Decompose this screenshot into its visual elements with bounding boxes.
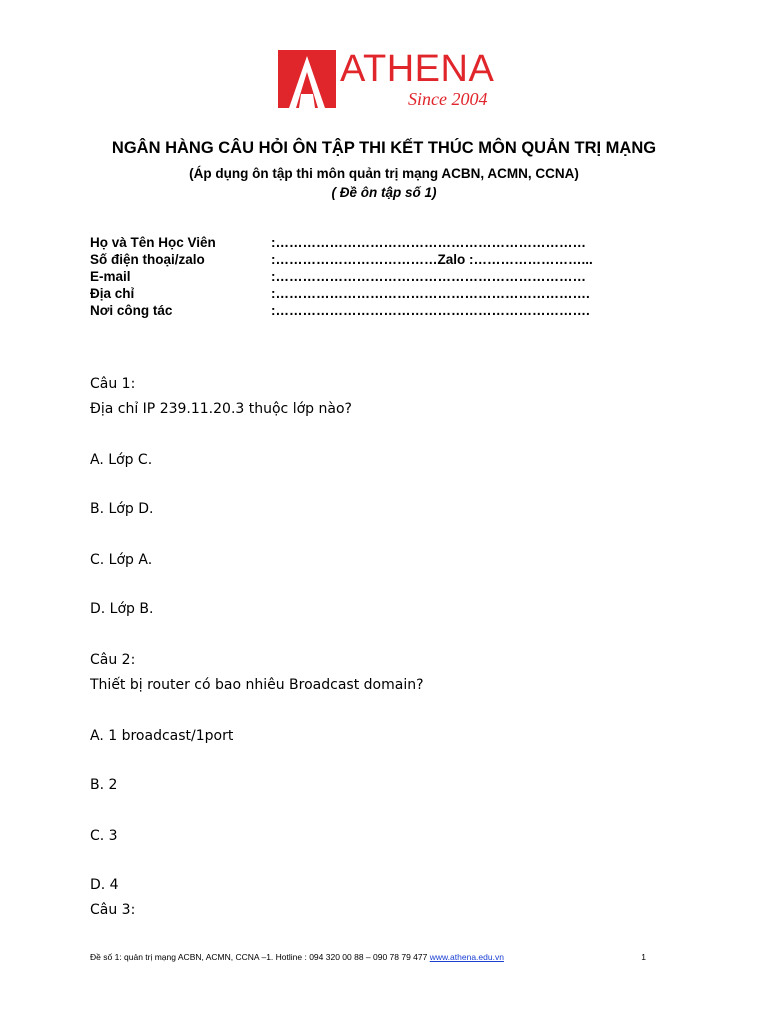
athena-logo (278, 48, 495, 110)
form-label: Địa chỉ (90, 286, 135, 301)
question-label: Câu 1: (90, 376, 136, 392)
question-label: Câu 3: (90, 902, 136, 918)
answer-option: B. 2 (90, 777, 118, 793)
form-label: Số điện thoại/zalo (90, 252, 205, 267)
logo-since-text: Since 2004 (408, 89, 488, 109)
athena-logo-icon (278, 50, 336, 108)
question-text: Địa chỉ IP 239.11.20.3 thuộc lớp nào? (90, 401, 352, 417)
page-number: 1 (641, 952, 646, 962)
logo-brand-text: ATHENA (340, 48, 495, 90)
form-field: :……………………………………………………………. (271, 286, 590, 301)
answer-option: B. Lớp D. (90, 501, 154, 517)
answer-option: D. Lớp B. (90, 601, 154, 617)
form-field: :……………………………………………………………. (271, 303, 590, 318)
document-title: NGÂN HÀNG CÂU HỎI ÔN TẬP THI KẾT THÚC MÔN QUẢN TRỊ MẠNG (111, 139, 657, 157)
page-footer (90, 952, 646, 962)
question-text: Thiết bị router có bao nhiêu Broadcast domain? (90, 677, 424, 693)
form-field: :…………………………………………………………… (271, 235, 586, 250)
form-label: Nơi công tác (90, 303, 173, 318)
document-subtitle: (Áp dụng ôn tập thi môn quản trị mạng ACBN, ACMN, CCNA) (189, 166, 579, 181)
form-field: :…………………………………………………………… (271, 269, 586, 284)
footer-text: Đề số 1: quản trị mạng ACBN, ACMN, CCNA –1. Hotline : 094 320 00 88 – 090 78 79 477 (90, 952, 430, 962)
form-label: E-mail (90, 269, 131, 284)
answer-option: A. Lớp C. (90, 452, 153, 468)
answer-option: A. 1 broadcast/1port (90, 728, 234, 744)
question-label: Câu 2: (90, 652, 136, 668)
exam-number: ( Đề ôn tập số 1) (331, 185, 437, 200)
form-label: Họ và Tên Học Viên (90, 235, 216, 250)
answer-option: D. 4 (90, 877, 119, 893)
answer-option: C. Lớp A. (90, 552, 153, 568)
footer-website-link[interactable]: www.athena.edu.vn (429, 952, 504, 962)
form-field: :………………………………Zalo :……………………... (271, 252, 593, 267)
answer-option: C. 3 (90, 828, 118, 844)
